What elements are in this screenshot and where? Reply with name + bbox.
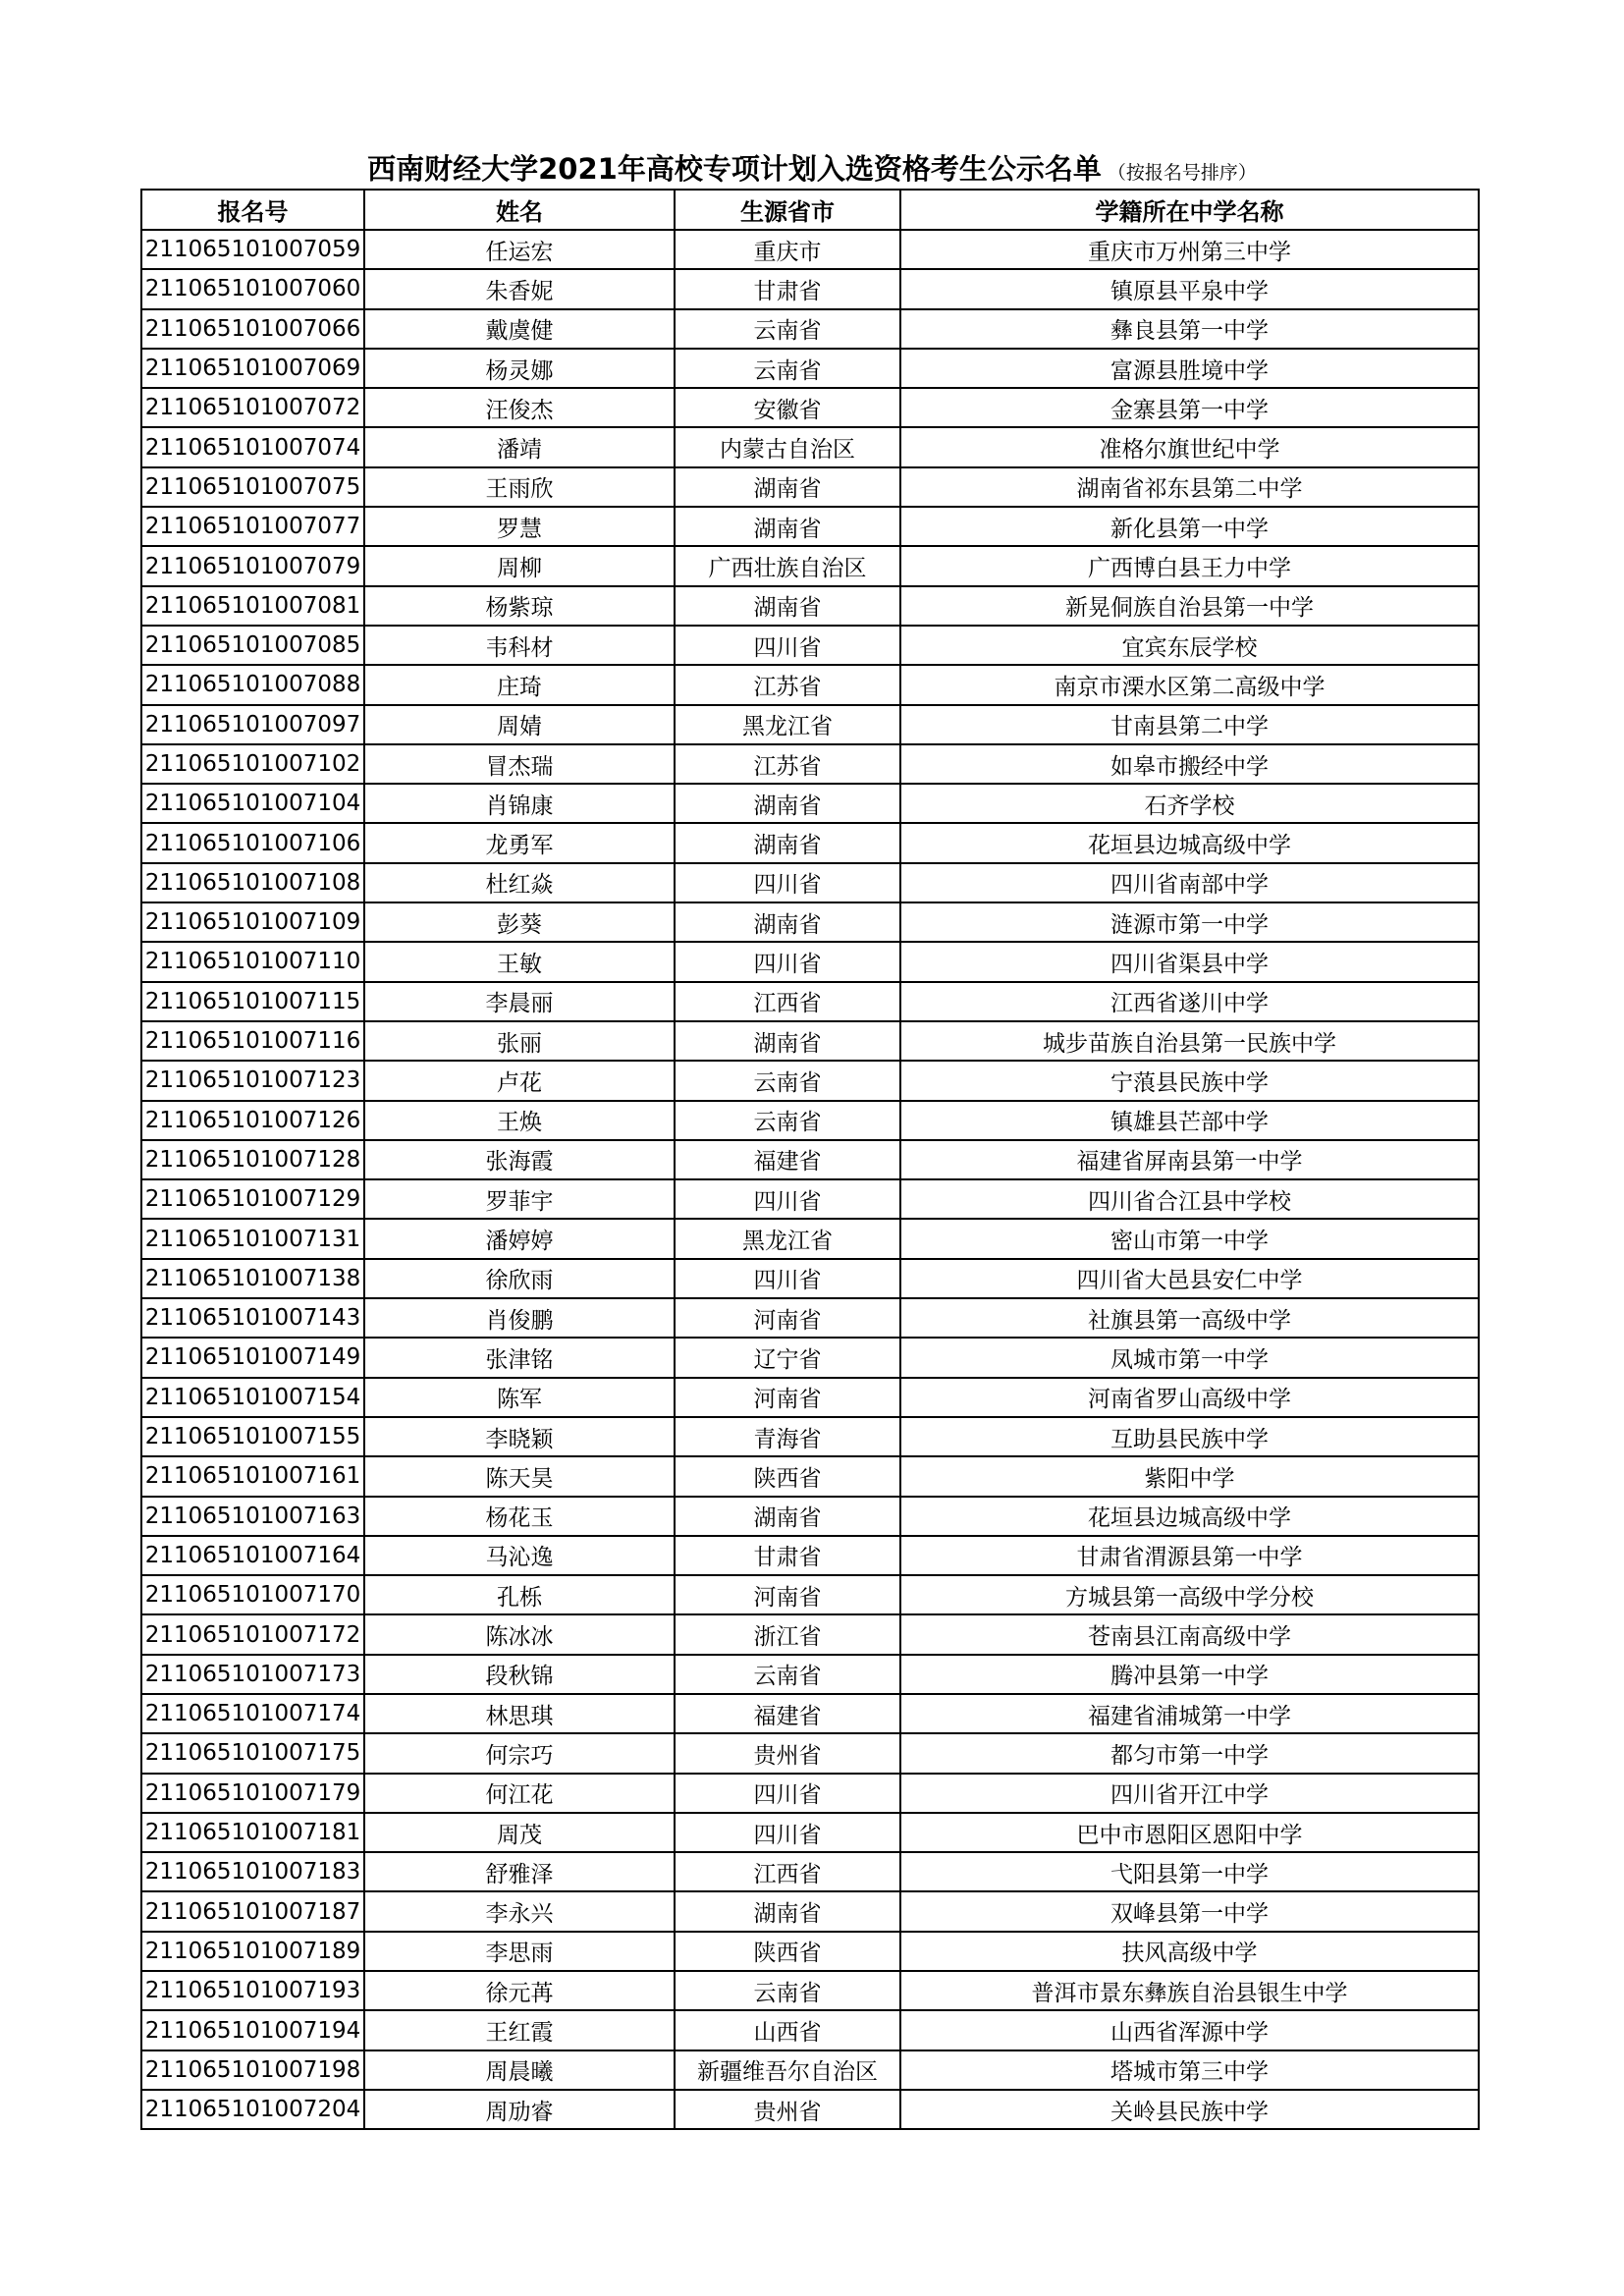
cell-school: 关岭县民族中学 (900, 2090, 1479, 2129)
cell-name: 何宗巧 (364, 1733, 675, 1773)
cell-province: 浙江省 (675, 1614, 900, 1654)
cell-school: 普洱市景东彝族自治县银生中学 (900, 1971, 1479, 2010)
cell-school: 密山市第一中学 (900, 1219, 1479, 1258)
cell-province: 江西省 (675, 982, 900, 1021)
cell-province: 湖南省 (675, 507, 900, 546)
cell-province: 四川省 (675, 1179, 900, 1219)
cell-registration-number: 211065101007102 (141, 744, 364, 784)
cell-province: 四川省 (675, 1259, 900, 1298)
cell-name: 段秋锦 (364, 1655, 675, 1694)
cell-registration-number: 211065101007075 (141, 467, 364, 507)
table-row (141, 2010, 1479, 2050)
table-row (141, 1219, 1479, 1258)
cell-school: 福建省屏南县第一中学 (900, 1140, 1479, 1179)
cell-name: 张海霞 (364, 1140, 675, 1179)
cell-registration-number: 211065101007175 (141, 1733, 364, 1773)
cell-name: 王红霞 (364, 2010, 675, 2050)
cell-name: 李晨丽 (364, 982, 675, 1021)
cell-school: 重庆市万州第三中学 (900, 230, 1479, 269)
cell-name: 周劢睿 (364, 2090, 675, 2129)
cell-province: 辽宁省 (675, 1338, 900, 1377)
cell-school: 扶风高级中学 (900, 1932, 1479, 1971)
header-registration-number: 报名号 (141, 190, 364, 230)
cell-registration-number: 211065101007163 (141, 1497, 364, 1536)
cell-school: 金寨县第一中学 (900, 388, 1479, 427)
cell-province: 四川省 (675, 1813, 900, 1852)
cell-province: 广西壮族自治区 (675, 546, 900, 585)
cell-province: 湖南省 (675, 1021, 900, 1061)
cell-registration-number: 211065101007183 (141, 1852, 364, 1891)
cell-province: 云南省 (675, 1971, 900, 2010)
cell-school: 湖南省祁东县第二中学 (900, 467, 1479, 507)
cell-province: 云南省 (675, 349, 900, 388)
cell-school: 四川省合江县中学校 (900, 1179, 1479, 1219)
title-subtitle: （按报名号排序） (1107, 162, 1257, 184)
cell-registration-number: 211065101007194 (141, 2010, 364, 2050)
header-province: 生源省市 (675, 190, 900, 230)
candidate-table (140, 189, 1480, 2130)
cell-name: 徐元苒 (364, 1971, 675, 2010)
table-row (141, 546, 1479, 585)
cell-registration-number: 211065101007155 (141, 1417, 364, 1456)
cell-school: 甘南县第二中学 (900, 705, 1479, 744)
cell-school: 新晃侗族自治县第一中学 (900, 586, 1479, 626)
cell-registration-number: 211065101007123 (141, 1061, 364, 1100)
cell-name: 戴虞健 (364, 309, 675, 349)
cell-province: 福建省 (675, 1694, 900, 1733)
cell-name: 罗菲宇 (364, 1179, 675, 1219)
cell-school: 如皋市搬经中学 (900, 744, 1479, 784)
cell-school: 镇雄县芒部中学 (900, 1101, 1479, 1140)
cell-school: 福建省浦城第一中学 (900, 1694, 1479, 1733)
cell-registration-number: 211065101007077 (141, 507, 364, 546)
cell-registration-number: 211065101007081 (141, 586, 364, 626)
cell-registration-number: 211065101007204 (141, 2090, 364, 2129)
cell-name: 舒雅泽 (364, 1852, 675, 1891)
cell-name: 杨花玉 (364, 1497, 675, 1536)
cell-registration-number: 211065101007170 (141, 1575, 364, 1614)
cell-province: 贵州省 (675, 1733, 900, 1773)
cell-school: 塔城市第三中学 (900, 2050, 1479, 2090)
table-row (141, 1497, 1479, 1536)
cell-registration-number: 211065101007198 (141, 2050, 364, 2090)
table-row (141, 1417, 1479, 1456)
cell-registration-number: 211065101007079 (141, 546, 364, 585)
table-row (141, 823, 1479, 862)
cell-province: 湖南省 (675, 784, 900, 823)
table-row (141, 784, 1479, 823)
cell-name: 王焕 (364, 1101, 675, 1140)
cell-province: 甘肃省 (675, 269, 900, 308)
cell-name: 杜红焱 (364, 863, 675, 902)
table-row (141, 1852, 1479, 1891)
cell-school: 四川省渠县中学 (900, 942, 1479, 981)
cell-province: 江苏省 (675, 665, 900, 704)
cell-registration-number: 211065101007085 (141, 626, 364, 665)
cell-name: 龙勇军 (364, 823, 675, 862)
cell-province: 湖南省 (675, 586, 900, 626)
cell-registration-number: 211065101007116 (141, 1021, 364, 1061)
cell-school: 彝良县第一中学 (900, 309, 1479, 349)
table-row (141, 1813, 1479, 1852)
cell-name: 李思雨 (364, 1932, 675, 1971)
cell-province: 安徽省 (675, 388, 900, 427)
cell-province: 河南省 (675, 1575, 900, 1614)
cell-name: 卢花 (364, 1061, 675, 1100)
table-row (141, 2050, 1479, 2090)
table-row (141, 665, 1479, 704)
cell-school: 紫阳中学 (900, 1456, 1479, 1496)
cell-school: 宜宾东辰学校 (900, 626, 1479, 665)
table-row (141, 902, 1479, 942)
cell-province: 新疆维吾尔自治区 (675, 2050, 900, 2090)
cell-registration-number: 211065101007172 (141, 1614, 364, 1654)
cell-name: 马沁逸 (364, 1536, 675, 1575)
cell-name: 周茂 (364, 1813, 675, 1852)
cell-name: 杨灵娜 (364, 349, 675, 388)
cell-province: 四川省 (675, 626, 900, 665)
cell-registration-number: 211065101007181 (141, 1813, 364, 1852)
cell-province: 黑龙江省 (675, 705, 900, 744)
table-row (141, 626, 1479, 665)
cell-name: 陈天昊 (364, 1456, 675, 1496)
cell-name: 林思琪 (364, 1694, 675, 1733)
table-row (141, 744, 1479, 784)
cell-school: 四川省大邑县安仁中学 (900, 1259, 1479, 1298)
table-row (141, 2090, 1479, 2129)
cell-registration-number: 211065101007189 (141, 1932, 364, 1971)
cell-registration-number: 211065101007173 (141, 1655, 364, 1694)
cell-name: 孔栎 (364, 1575, 675, 1614)
cell-school: 花垣县边城高级中学 (900, 823, 1479, 862)
cell-registration-number: 211065101007131 (141, 1219, 364, 1258)
cell-school: 都匀市第一中学 (900, 1733, 1479, 1773)
cell-registration-number: 211065101007088 (141, 665, 364, 704)
cell-name: 何江花 (364, 1774, 675, 1813)
cell-province: 山西省 (675, 2010, 900, 2050)
table-row (141, 1338, 1479, 1377)
cell-registration-number: 211065101007066 (141, 309, 364, 349)
cell-name: 杨紫琼 (364, 586, 675, 626)
cell-name: 潘靖 (364, 427, 675, 466)
cell-name: 王敏 (364, 942, 675, 981)
table-header-row (141, 190, 1479, 230)
cell-school: 南京市溧水区第二高级中学 (900, 665, 1479, 704)
cell-registration-number: 211065101007060 (141, 269, 364, 308)
cell-province: 陕西省 (675, 1456, 900, 1496)
cell-province: 江苏省 (675, 744, 900, 784)
cell-name: 汪俊杰 (364, 388, 675, 427)
cell-school: 江西省遂川中学 (900, 982, 1479, 1021)
cell-name: 李永兴 (364, 1891, 675, 1931)
cell-province: 湖南省 (675, 467, 900, 507)
cell-school: 甘肃省渭源县第一中学 (900, 1536, 1479, 1575)
cell-school: 弋阳县第一中学 (900, 1852, 1479, 1891)
cell-province: 四川省 (675, 942, 900, 981)
header-name: 姓名 (364, 190, 675, 230)
cell-registration-number: 211065101007072 (141, 388, 364, 427)
cell-name: 潘婷婷 (364, 1219, 675, 1258)
cell-school: 涟源市第一中学 (900, 902, 1479, 942)
cell-registration-number: 211065101007110 (141, 942, 364, 981)
cell-school: 花垣县边城高级中学 (900, 1497, 1479, 1536)
cell-school: 双峰县第一中学 (900, 1891, 1479, 1931)
cell-registration-number: 211065101007193 (141, 1971, 364, 2010)
cell-school: 石齐学校 (900, 784, 1479, 823)
table-row (141, 1101, 1479, 1140)
cell-name: 庄琦 (364, 665, 675, 704)
cell-registration-number: 211065101007109 (141, 902, 364, 942)
cell-province: 云南省 (675, 1655, 900, 1694)
cell-school: 四川省开江中学 (900, 1774, 1479, 1813)
cell-school: 山西省浑源中学 (900, 2010, 1479, 2050)
cell-registration-number: 211065101007138 (141, 1259, 364, 1298)
cell-registration-number: 211065101007059 (141, 230, 364, 269)
cell-province: 陕西省 (675, 1932, 900, 1971)
cell-registration-number: 211065101007164 (141, 1536, 364, 1575)
cell-province: 青海省 (675, 1417, 900, 1456)
cell-name: 周晨曦 (364, 2050, 675, 2090)
table-row (141, 982, 1479, 1021)
cell-school: 互助县民族中学 (900, 1417, 1479, 1456)
cell-name: 罗慧 (364, 507, 675, 546)
cell-province: 江西省 (675, 1852, 900, 1891)
table-row (141, 586, 1479, 626)
cell-registration-number: 211065101007106 (141, 823, 364, 862)
cell-registration-number: 211065101007069 (141, 349, 364, 388)
cell-registration-number: 211065101007097 (141, 705, 364, 744)
table-row (141, 1694, 1479, 1733)
cell-registration-number: 211065101007129 (141, 1179, 364, 1219)
table-body (141, 230, 1479, 2129)
cell-school: 腾冲县第一中学 (900, 1655, 1479, 1694)
table-row (141, 1733, 1479, 1773)
cell-school: 广西博白县王力中学 (900, 546, 1479, 585)
document-title (0, 147, 1624, 188)
table-row (141, 1891, 1479, 1931)
cell-school: 准格尔旗世纪中学 (900, 427, 1479, 466)
table-row (141, 1061, 1479, 1100)
table-row (141, 1378, 1479, 1417)
cell-registration-number: 211065101007104 (141, 784, 364, 823)
table-row (141, 1179, 1479, 1219)
cell-registration-number: 211065101007149 (141, 1338, 364, 1377)
cell-province: 云南省 (675, 309, 900, 349)
cell-school: 镇原县平泉中学 (900, 269, 1479, 308)
table-row (141, 705, 1479, 744)
cell-registration-number: 211065101007128 (141, 1140, 364, 1179)
cell-school: 新化县第一中学 (900, 507, 1479, 546)
cell-registration-number: 211065101007108 (141, 863, 364, 902)
cell-name: 肖俊鹏 (364, 1298, 675, 1338)
table-row (141, 1021, 1479, 1061)
table-row (141, 269, 1479, 308)
cell-province: 湖南省 (675, 902, 900, 942)
cell-registration-number: 211065101007174 (141, 1694, 364, 1733)
cell-name: 朱香妮 (364, 269, 675, 308)
cell-school: 城步苗族自治县第一民族中学 (900, 1021, 1479, 1061)
cell-province: 四川省 (675, 863, 900, 902)
cell-name: 徐欣雨 (364, 1259, 675, 1298)
cell-name: 周婧 (364, 705, 675, 744)
cell-name: 彭葵 (364, 902, 675, 942)
cell-registration-number: 211065101007074 (141, 427, 364, 466)
table-row (141, 1259, 1479, 1298)
cell-school: 河南省罗山高级中学 (900, 1378, 1479, 1417)
header-school: 学籍所在中学名称 (900, 190, 1479, 230)
cell-name: 陈冰冰 (364, 1614, 675, 1654)
table-row (141, 863, 1479, 902)
table-row (141, 942, 1479, 981)
cell-name: 王雨欣 (364, 467, 675, 507)
cell-province: 湖南省 (675, 1891, 900, 1931)
cell-name: 李晓颖 (364, 1417, 675, 1456)
cell-school: 富源县胜境中学 (900, 349, 1479, 388)
table-row (141, 1298, 1479, 1338)
cell-school: 方城县第一高级中学分校 (900, 1575, 1479, 1614)
table-row (141, 349, 1479, 388)
cell-province: 河南省 (675, 1378, 900, 1417)
table-row (141, 1932, 1479, 1971)
cell-registration-number: 211065101007154 (141, 1378, 364, 1417)
cell-school: 苍南县江南高级中学 (900, 1614, 1479, 1654)
table-row (141, 1575, 1479, 1614)
cell-school: 四川省南部中学 (900, 863, 1479, 902)
table-row (141, 1536, 1479, 1575)
table-row (141, 1971, 1479, 2010)
cell-province: 福建省 (675, 1140, 900, 1179)
cell-name: 韦科材 (364, 626, 675, 665)
cell-registration-number: 211065101007126 (141, 1101, 364, 1140)
cell-school: 宁蒗县民族中学 (900, 1061, 1479, 1100)
cell-name: 肖锦康 (364, 784, 675, 823)
title-text: 西南财经大学2021年高校专项计划入选资格考生公示名单 (367, 152, 1102, 186)
cell-province: 内蒙古自治区 (675, 427, 900, 466)
cell-school: 巴中市恩阳区恩阳中学 (900, 1813, 1479, 1852)
cell-name: 张津铭 (364, 1338, 675, 1377)
cell-province: 湖南省 (675, 823, 900, 862)
cell-name: 张丽 (364, 1021, 675, 1061)
table-row (141, 1456, 1479, 1496)
cell-name: 冒杰瑞 (364, 744, 675, 784)
cell-province: 黑龙江省 (675, 1219, 900, 1258)
table-row (141, 507, 1479, 546)
cell-name: 周柳 (364, 546, 675, 585)
table-row (141, 230, 1479, 269)
cell-registration-number: 211065101007161 (141, 1456, 364, 1496)
cell-school: 社旗县第一高级中学 (900, 1298, 1479, 1338)
cell-province: 贵州省 (675, 2090, 900, 2129)
cell-province: 云南省 (675, 1101, 900, 1140)
cell-province: 云南省 (675, 1061, 900, 1100)
cell-school: 凤城市第一中学 (900, 1338, 1479, 1377)
table-row (141, 1614, 1479, 1654)
table-row (141, 309, 1479, 349)
table-row (141, 1655, 1479, 1694)
cell-province: 重庆市 (675, 230, 900, 269)
cell-province: 四川省 (675, 1774, 900, 1813)
table-row (141, 1140, 1479, 1179)
cell-registration-number: 211065101007143 (141, 1298, 364, 1338)
cell-name: 任运宏 (364, 230, 675, 269)
cell-name: 陈军 (364, 1378, 675, 1417)
table-row (141, 467, 1479, 507)
table-row (141, 427, 1479, 466)
cell-registration-number: 211065101007115 (141, 982, 364, 1021)
table-row (141, 1774, 1479, 1813)
cell-province: 湖南省 (675, 1497, 900, 1536)
cell-registration-number: 211065101007187 (141, 1891, 364, 1931)
table-row (141, 388, 1479, 427)
cell-registration-number: 211065101007179 (141, 1774, 364, 1813)
cell-province: 河南省 (675, 1298, 900, 1338)
cell-province: 甘肃省 (675, 1536, 900, 1575)
